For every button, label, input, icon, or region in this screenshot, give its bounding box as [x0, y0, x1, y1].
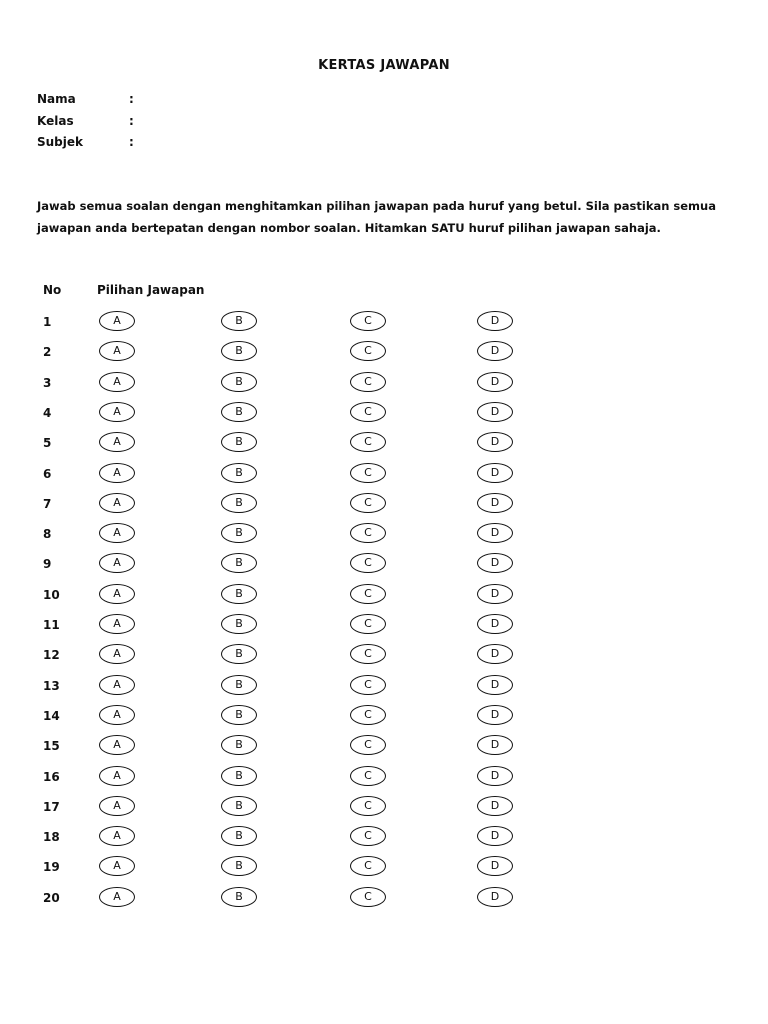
option-bubble-c[interactable]: C [350, 463, 386, 483]
question-number: 10 [43, 588, 60, 602]
question-number: 2 [43, 345, 52, 359]
option-bubble-d[interactable]: D [477, 463, 513, 483]
answer-row [0, 341, 768, 367]
option-bubble-c[interactable]: C [350, 644, 386, 664]
option-bubble-a[interactable]: A [99, 311, 135, 331]
option-bubble-b[interactable]: B [221, 402, 257, 422]
question-number: 16 [43, 770, 60, 784]
option-bubble-b[interactable]: B [221, 584, 257, 604]
question-number: 20 [43, 891, 60, 905]
question-number: 6 [43, 467, 52, 481]
option-bubble-b[interactable]: B [221, 675, 257, 695]
answer-row [0, 311, 768, 337]
field-kelas [37, 114, 134, 128]
answer-row [0, 705, 768, 731]
option-bubble-a[interactable]: A [99, 735, 135, 755]
question-number: 9 [43, 557, 52, 571]
option-bubble-d[interactable]: D [477, 402, 513, 422]
option-bubble-a[interactable]: A [99, 887, 135, 907]
answer-row [0, 432, 768, 458]
option-bubble-b[interactable]: B [221, 796, 257, 816]
header-no: No [43, 283, 62, 297]
question-number: 8 [43, 527, 52, 541]
option-bubble-d[interactable]: D [477, 493, 513, 513]
option-bubble-b[interactable]: B [221, 766, 257, 786]
option-bubble-c[interactable]: C [350, 705, 386, 725]
option-bubble-c[interactable]: C [350, 341, 386, 361]
option-bubble-b[interactable]: B [221, 826, 257, 846]
option-bubble-c[interactable]: C [350, 553, 386, 573]
question-number: 12 [43, 648, 60, 662]
option-bubble-b[interactable]: B [221, 644, 257, 664]
question-number: 3 [43, 376, 52, 390]
option-bubble-c[interactable]: C [350, 887, 386, 907]
option-bubble-c[interactable]: C [350, 766, 386, 786]
field-colon: : [129, 135, 134, 149]
option-bubble-b[interactable]: B [221, 463, 257, 483]
field-label: Subjek [37, 135, 84, 149]
option-bubble-a[interactable]: A [99, 675, 135, 695]
option-bubble-b[interactable]: B [221, 523, 257, 543]
option-bubble-d[interactable]: D [477, 766, 513, 786]
answer-row [0, 584, 768, 610]
option-bubble-b[interactable]: B [221, 614, 257, 634]
option-bubble-d[interactable]: D [477, 735, 513, 755]
option-bubble-a[interactable]: A [99, 614, 135, 634]
answer-row [0, 856, 768, 882]
answer-row [0, 675, 768, 701]
option-bubble-a[interactable]: A [99, 796, 135, 816]
option-bubble-c[interactable]: C [350, 796, 386, 816]
option-bubble-d[interactable]: D [477, 826, 513, 846]
option-bubble-c[interactable]: C [350, 523, 386, 543]
option-bubble-d[interactable]: D [477, 675, 513, 695]
option-bubble-b[interactable]: B [221, 311, 257, 331]
option-bubble-b[interactable]: B [221, 341, 257, 361]
option-bubble-d[interactable]: D [477, 341, 513, 361]
header-choices: Pilihan Jawapan [97, 283, 205, 297]
option-bubble-c[interactable]: C [350, 614, 386, 634]
option-bubble-c[interactable]: C [350, 402, 386, 422]
answer-row [0, 644, 768, 670]
answer-sheet-title: KERTAS JAWAPAN [318, 58, 450, 73]
option-bubble-a[interactable]: A [99, 584, 135, 604]
option-bubble-a[interactable]: A [99, 705, 135, 725]
option-bubble-d[interactable]: D [477, 523, 513, 543]
answer-row [0, 493, 768, 519]
option-bubble-d[interactable]: D [477, 887, 513, 907]
option-bubble-a[interactable]: A [99, 856, 135, 876]
option-bubble-b[interactable]: B [221, 705, 257, 725]
option-bubble-d[interactable]: D [477, 614, 513, 634]
option-bubble-b[interactable]: B [221, 493, 257, 513]
answer-row [0, 887, 768, 913]
field-colon: : [129, 114, 134, 128]
option-bubble-a[interactable]: A [99, 432, 135, 452]
option-bubble-a[interactable]: A [99, 766, 135, 786]
option-bubble-c[interactable]: C [350, 372, 386, 392]
option-bubble-d[interactable]: D [477, 372, 513, 392]
option-bubble-c[interactable]: C [350, 735, 386, 755]
answer-row [0, 402, 768, 428]
question-number: 14 [43, 709, 60, 723]
field-label: Kelas [37, 114, 74, 128]
option-bubble-c[interactable]: C [350, 856, 386, 876]
question-number: 11 [43, 618, 60, 632]
option-bubble-d[interactable]: D [477, 796, 513, 816]
question-number: 17 [43, 800, 60, 814]
question-number: 15 [43, 739, 60, 753]
answer-row [0, 826, 768, 852]
field-subjek [37, 135, 134, 149]
option-bubble-b[interactable]: B [221, 856, 257, 876]
option-bubble-c[interactable]: C [350, 826, 386, 846]
field-label: Nama [37, 92, 76, 106]
option-bubble-a[interactable]: A [99, 341, 135, 361]
answer-row [0, 372, 768, 398]
answer-row [0, 553, 768, 579]
question-number: 13 [43, 679, 60, 693]
question-number: 5 [43, 436, 52, 450]
option-bubble-a[interactable]: A [99, 372, 135, 392]
option-bubble-c[interactable]: C [350, 675, 386, 695]
option-bubble-d[interactable]: D [477, 644, 513, 664]
option-bubble-d[interactable]: D [477, 856, 513, 876]
option-bubble-a[interactable]: A [99, 553, 135, 573]
option-bubble-b[interactable]: B [221, 553, 257, 573]
question-number: 1 [43, 315, 52, 329]
answer-row [0, 735, 768, 761]
option-bubble-b[interactable]: B [221, 735, 257, 755]
answer-row [0, 614, 768, 640]
option-bubble-c[interactable]: C [350, 432, 386, 452]
question-number: 18 [43, 830, 60, 844]
answer-row [0, 766, 768, 792]
option-bubble-a[interactable]: A [99, 402, 135, 422]
option-bubble-b[interactable]: B [221, 432, 257, 452]
question-number: 19 [43, 860, 60, 874]
option-bubble-a[interactable]: A [99, 826, 135, 846]
option-bubble-d[interactable]: D [477, 553, 513, 573]
answer-row [0, 523, 768, 549]
option-bubble-c[interactable]: C [350, 584, 386, 604]
answer-row [0, 463, 768, 489]
option-bubble-d[interactable]: D [477, 705, 513, 725]
option-bubble-d[interactable]: D [477, 432, 513, 452]
option-bubble-d[interactable]: D [477, 584, 513, 604]
option-bubble-b[interactable]: B [221, 372, 257, 392]
option-bubble-a[interactable]: A [99, 523, 135, 543]
option-bubble-b[interactable]: B [221, 887, 257, 907]
option-bubble-a[interactable]: A [99, 463, 135, 483]
option-bubble-d[interactable]: D [477, 311, 513, 331]
question-number: 7 [43, 497, 52, 511]
field-colon: : [129, 92, 134, 106]
option-bubble-a[interactable]: A [99, 493, 135, 513]
question-number: 4 [43, 406, 52, 420]
field-nama [37, 92, 134, 106]
option-bubble-a[interactable]: A [99, 644, 135, 664]
option-bubble-c[interactable]: C [350, 493, 386, 513]
option-bubble-c[interactable]: C [350, 311, 386, 331]
answer-row [0, 796, 768, 822]
instructions: Jawab semua soalan dengan menghitamkan pilihan jawapan pada huruf yang betul. Sila pastikan semua jawapan anda bertepatan dengan nombor soalan. Hitamkan SATU huruf pilihan jawapan sahaja. [37, 199, 716, 235]
